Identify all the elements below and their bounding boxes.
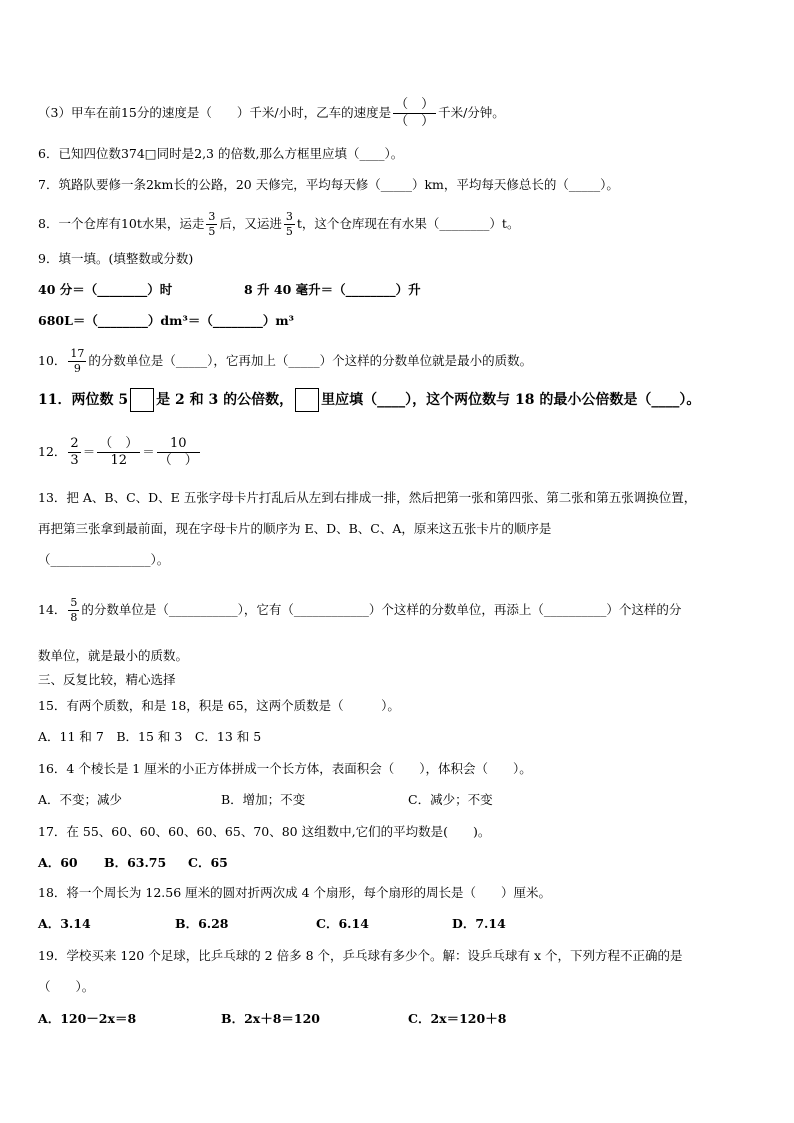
q8-fraction-1-numerator: 3 (208, 210, 216, 223)
q14-fraction-denominator: 8 (70, 611, 78, 624)
question-12 (38, 436, 202, 469)
q12-fraction-1-denominator: 3 (70, 453, 79, 468)
q14-text-b: 的分数单位是（___________），它有（____________）个这样的分数单位，再添上（__________）个这样的分 (81, 602, 682, 617)
question-17-option-a: A．60 (38, 855, 78, 870)
q10-text-a: 10． (38, 353, 67, 368)
question-17: 17．在 55、60、60、60、60、65、70、80 这组数中,它们的平均数是( )。 (38, 824, 491, 839)
question-18-option-a: A．3.14 (38, 916, 91, 931)
question-19-option-c: C．2x＝120＋8 (408, 1011, 507, 1026)
question-5-part-3 (38, 97, 505, 130)
q12-fraction-3 (157, 436, 200, 469)
question-9-row2: 680L＝（________）dm³＝（________）m³ (38, 313, 295, 328)
question-18-option-d: D．7.14 (452, 916, 506, 931)
question-19-option-b: B．2x＋8＝120 (221, 1011, 321, 1026)
question-6: 6．已知四位数374□同时是2,3 的倍数,那么方框里应填（____）。 (38, 146, 404, 161)
q10-text-b: 的分数单位是（_____），它再加上（_____）个这样的分数单位就是最小的质数。 (88, 353, 533, 368)
q10-fraction-numerator: 17 (70, 347, 85, 360)
q5-3-fraction (393, 97, 436, 130)
q12-fraction-1 (68, 436, 80, 469)
q8-text-c: t，这个仓库现在有水果（________）t。 (296, 216, 520, 231)
q5-3-fraction-numerator: （ ） (395, 97, 435, 112)
question-16-option-b: B．增加；不变 (221, 792, 306, 807)
q5-3-fraction-denominator: （ ） (395, 114, 435, 129)
q12-fraction-3-numerator: 10 (157, 436, 200, 453)
q8-text-a: 8．一个仓库有10t水果，运走 (38, 216, 205, 231)
question-16-option-c: C．减少；不变 (408, 792, 493, 807)
question-9-row1-a: 40 分＝（________）时 (38, 282, 173, 297)
q8-text-b: 后，又运进 (219, 216, 282, 231)
q12-text-a: 12． (38, 444, 67, 459)
question-14 (38, 596, 681, 625)
question-14-line-2: 数单位，就是最小的质数。 (38, 648, 189, 663)
q8-fraction-2-denominator: 5 (285, 225, 293, 238)
question-18-option-b: B．6.28 (175, 916, 229, 931)
section-3-heading: 三、反复比较，精心选择 (38, 672, 176, 687)
q11-text-a: 11．两位数 5 (38, 392, 129, 408)
q12-fraction-2-numerator: （ ） (99, 436, 139, 451)
q10-fraction-denominator: 9 (73, 362, 81, 375)
q8-fraction-1 (206, 210, 217, 239)
question-15: 15．有两个质数，和是 18，积是 65，这两个质数是（ ）。 (38, 698, 400, 713)
q14-text-a: 14． (38, 602, 67, 617)
q12-fraction-3-denominator: （ ） (158, 453, 198, 468)
q12-equals-2: ＝ (142, 444, 155, 459)
q5-3-text-b: 千米/分钟。 (438, 105, 505, 120)
question-9-title: 9．填一填。(填整数或分数) (38, 251, 194, 266)
question-17-option-c: C．65 (188, 855, 228, 870)
question-7: 7．筑路队要修一条2km长的公路，20 天修完，平均每天修（_____）km，平均每天修总长的（_____）。 (38, 177, 619, 192)
question-16: 16．4 个棱长是 1 厘米的小正方体拼成一个长方体，表面积会（ ），体积会（ ）。 (38, 761, 532, 776)
question-17-option-b: B．63.75 (104, 855, 167, 870)
question-13-line-2: 再把第三张拿到最前面，现在字母卡片的顺序为 E、D、B、C、A，原来这五张卡片的顺序是 (38, 521, 552, 536)
q12-fraction-2-denominator: 12 (110, 453, 127, 468)
question-16-option-a: A．不变；减少 (38, 792, 123, 807)
question-8 (38, 210, 519, 239)
question-19-line-2: （ ）。 (38, 979, 95, 994)
question-13-line-3: （________________）。 (38, 552, 170, 567)
q11-text-c: 里应填（____），这个两位数与 18 的最小公倍数是（____）。 (321, 392, 701, 408)
q12-fraction-2 (97, 436, 140, 469)
q8-fraction-1-denominator: 5 (208, 225, 216, 238)
q5-3-text-a: （3）甲车在前15分的速度是（ ）千米/小时，乙车的速度是 (38, 105, 392, 120)
question-10 (38, 347, 532, 376)
question-18-option-c: C．6.14 (316, 916, 369, 931)
question-18: 18．将一个周长为 12.56 厘米的圆对折两次成 4 个扇形，每个扇形的周长是（ ）厘米。 (38, 885, 552, 900)
q11-answer-box-1[interactable] (130, 388, 154, 412)
question-19-option-a: A．120－2x＝8 (38, 1011, 137, 1026)
question-9-row1-b: 8 升 40 毫升＝（________）升 (244, 282, 421, 297)
q12-fraction-1-numerator: 2 (70, 436, 79, 451)
question-15-options: A．11 和 7 B．15 和 3 C．13 和 5 (38, 729, 262, 744)
question-11 (38, 388, 700, 412)
question-13-line-1: 13．把 A、B、C、D、E 五张字母卡片打乱后从左到右排成一排，然后把第一张和第四张、第二张和第五张调换位置， (38, 490, 697, 505)
q14-fraction-numerator: 5 (70, 596, 78, 609)
q11-answer-box-2[interactable] (295, 388, 319, 412)
q8-fraction-2-numerator: 3 (285, 210, 293, 223)
q11-text-b: 是 2 和 3 的公倍数， (156, 392, 294, 408)
q12-equals-1: ＝ (82, 444, 96, 459)
q10-fraction (68, 347, 86, 376)
q14-fraction (68, 596, 79, 625)
question-19-line-1: 19．学校买来 120 个足球，比乒乓球的 2 倍多 8 个，乒乓球有多少个。解：设乒乓球有 x 个，下列方程不正确的是 (38, 948, 683, 963)
q8-fraction-2 (284, 210, 295, 239)
